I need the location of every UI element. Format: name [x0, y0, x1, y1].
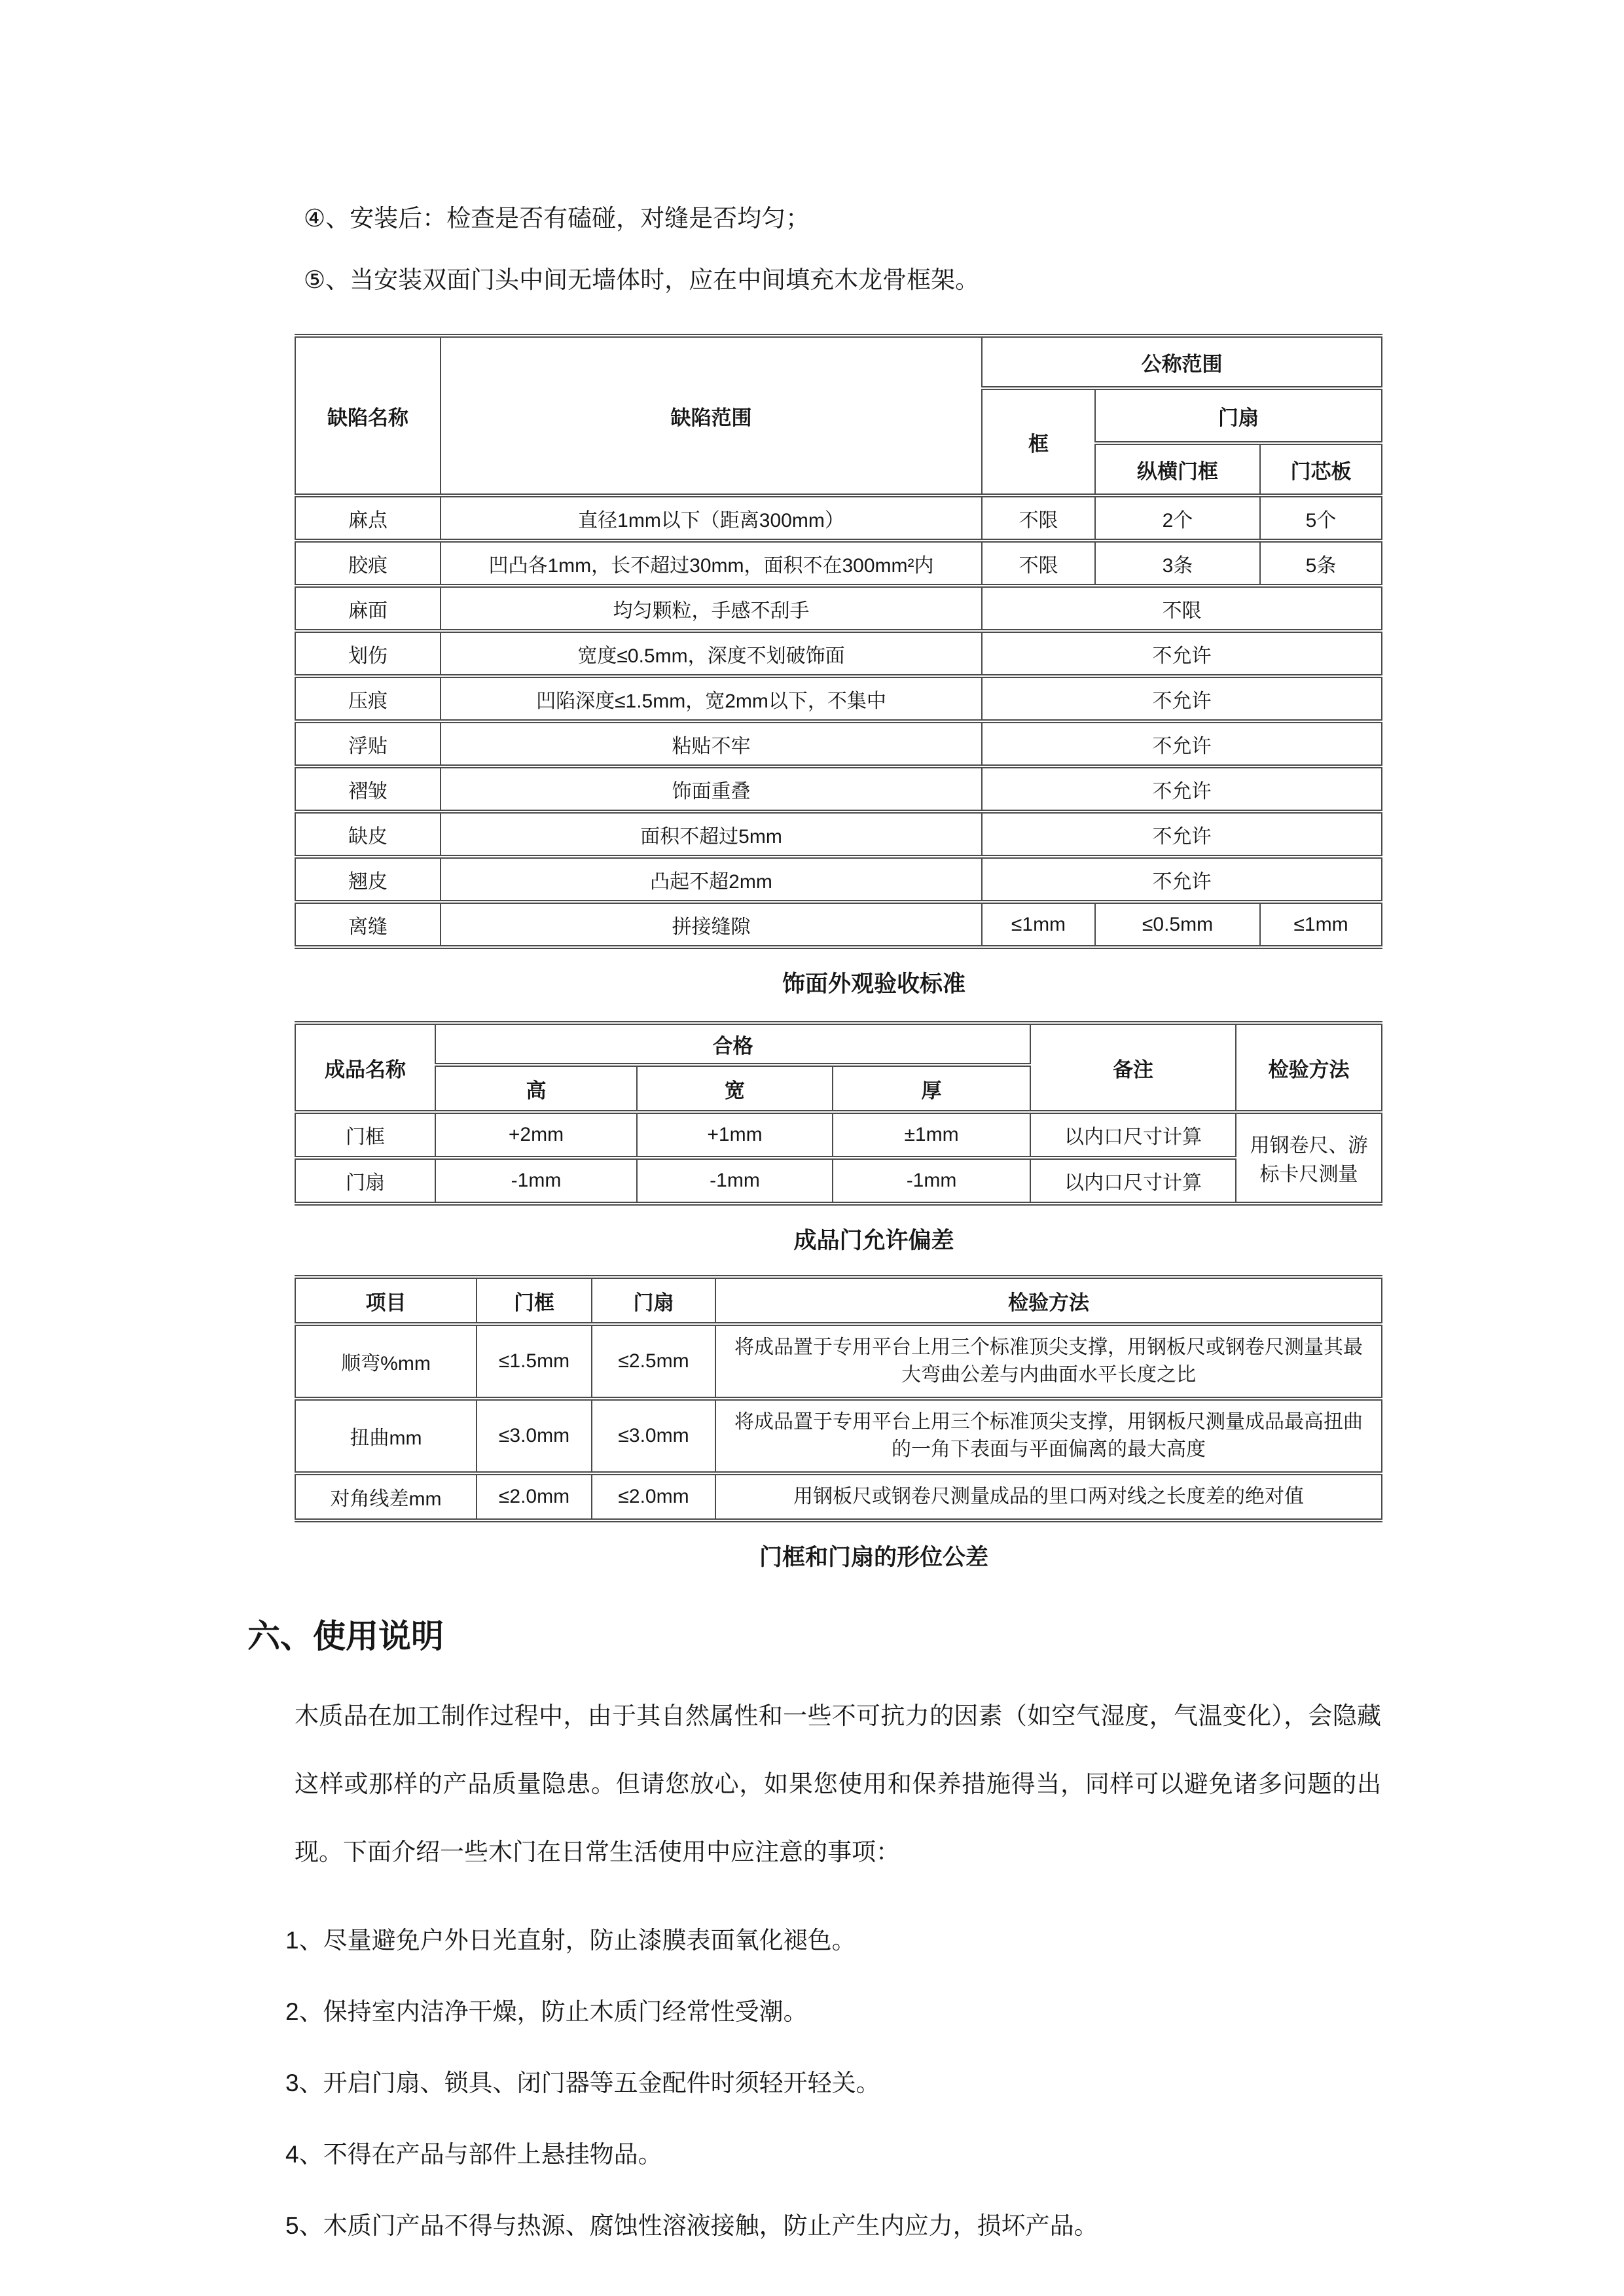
cell-allowance: 不允许	[982, 857, 1382, 902]
col-header-defect-name: 缺陷名称	[295, 336, 441, 495]
cell-leaf: ≤2.5mm	[592, 1324, 715, 1399]
cell-method: 用钢板尺或钢卷尺测量成品的里口两对线之长度差的绝对值	[715, 1473, 1382, 1520]
cell-defect-name: 压痕	[295, 676, 441, 721]
cell-defect-name: 划伤	[295, 631, 441, 676]
cell-defect-name: 麻点	[295, 495, 441, 541]
cell-defect-range: 粘贴不牢	[441, 721, 982, 766]
table-row	[295, 676, 1382, 721]
cell-core: 5个	[1260, 495, 1382, 541]
cell-width: -1mm	[637, 1158, 833, 1204]
cell-leaf: ≤2.0mm	[592, 1473, 715, 1520]
install-note-4: ④、安装后：检查是否有磕碰，对缝是否均匀；	[304, 205, 810, 232]
col-header-method: 检验方法	[1236, 1023, 1382, 1112]
cell-method: 将成品置于专用平台上用三个标准顶尖支撑，用钢板尺测量成品最高扭曲的一角下表面与平面偏离的最大高度	[715, 1399, 1382, 1473]
table-row	[295, 631, 1382, 676]
cell-allowance: 不允许	[982, 631, 1382, 676]
cell-defect-range: 凸起不超2mm	[441, 857, 982, 902]
table-row	[295, 586, 1382, 631]
cell-allowance: 不限	[982, 586, 1382, 631]
table-row	[295, 495, 1382, 541]
dimensions-table	[295, 1021, 1382, 1206]
cell-item: 扭曲mm	[295, 1399, 477, 1473]
cell-allowance: 不允许	[982, 721, 1382, 766]
usage-item-1: 1、尽量避免户外日光直射，防止漆膜表面氧化褪色。	[285, 1927, 856, 1954]
cell-defect-name: 麻面	[295, 586, 441, 631]
col-header-frame: 门框	[477, 1277, 592, 1324]
cell-leaf: ≤3.0mm	[592, 1399, 715, 1473]
usage-item-4: 4、不得在产品与部件上悬挂物品。	[285, 2141, 662, 2168]
cell-remark: 以内口尺寸计算	[1030, 1112, 1236, 1158]
cell-defect-range: 直径1mm以下（距离300mm）	[441, 495, 982, 541]
cell-defect-name: 缺皮	[295, 812, 441, 857]
col-header-item: 项目	[295, 1277, 477, 1324]
cell-product: 门框	[295, 1112, 435, 1158]
cell-product: 门扇	[295, 1158, 435, 1204]
cell-allowance: 不允许	[982, 812, 1382, 857]
col-header-frame: 框	[982, 388, 1095, 495]
col-header-core-panel: 门芯板	[1260, 443, 1382, 495]
cell-stile: ≤0.5mm	[1095, 902, 1260, 947]
cell-thickness: ±1mm	[833, 1112, 1030, 1158]
cell-allowance: 不允许	[982, 766, 1382, 812]
table-row	[295, 541, 1382, 586]
col-header-nominal-range: 公称范围	[982, 336, 1382, 388]
table-row	[295, 1324, 1382, 1399]
table-row	[295, 857, 1382, 902]
cell-defect-range: 饰面重叠	[441, 766, 982, 812]
usage-item-5: 5、木质门产品不得与热源、腐蚀性溶液接触，防止产生内应力，损坏产品。	[285, 2212, 1098, 2239]
table-row	[295, 1112, 1382, 1158]
usage-paragraph: 木质品在加工制作过程中，由于其自然属性和一些不可抗力的因素（如空气湿度，气温变化），会隐藏这样或那样的产品质量隐患。但请您放心，如果您使用和保养措施得当，同样可以避免诸多问题的出现。下面介绍一些木门在日常生活使用中应注意的事项：	[295, 1702, 1381, 1865]
cell-frame: ≤3.0mm	[477, 1399, 592, 1473]
cell-item: 对角线差mm	[295, 1473, 477, 1520]
cell-defect-range: 凹陷深度≤1.5mm，宽2mm以下，不集中	[441, 676, 982, 721]
cell-stile: 2个	[1095, 495, 1260, 541]
cell-item: 顺弯%mm	[295, 1324, 477, 1399]
cell-stile: 3条	[1095, 541, 1260, 586]
cell-defect-name: 离缝	[295, 902, 441, 947]
col-header-pass: 合格	[435, 1023, 1030, 1065]
cell-core: ≤1mm	[1260, 902, 1382, 947]
cell-frame: 不限	[982, 541, 1095, 586]
cell-defect-name: 浮贴	[295, 721, 441, 766]
cell-defect-range: 拼接缝隙	[441, 902, 982, 947]
col-header-door-leaf: 门扇	[1095, 388, 1382, 443]
cell-defect-range: 宽度≤0.5mm，深度不划破饰面	[441, 631, 982, 676]
cell-width: +1mm	[637, 1112, 833, 1158]
dimensions-table-caption: 成品门允许偏差	[793, 1228, 954, 1253]
cell-defect-name: 胶痕	[295, 541, 441, 586]
col-header-method: 检验方法	[715, 1277, 1382, 1324]
col-header-product-name: 成品名称	[295, 1023, 435, 1112]
defects-table	[295, 334, 1382, 949]
table-row	[295, 902, 1382, 947]
cell-frame: ≤1mm	[982, 902, 1095, 947]
cell-defect-range: 均匀颗粒，手感不刮手	[441, 586, 982, 631]
col-header-stile: 纵横门框	[1095, 443, 1260, 495]
table-row	[295, 1473, 1382, 1520]
col-header-width: 宽	[637, 1065, 833, 1112]
tolerance-table	[295, 1275, 1382, 1522]
tolerance-table-caption: 门框和门扇的形位公差	[759, 1545, 988, 1570]
section-heading-usage: 六、使用说明	[247, 1618, 444, 1655]
cell-thickness: -1mm	[833, 1158, 1030, 1204]
cell-core: 5条	[1260, 541, 1382, 586]
table-row	[295, 1158, 1382, 1204]
cell-frame: ≤2.0mm	[477, 1473, 592, 1520]
cell-frame: ≤1.5mm	[477, 1324, 592, 1399]
defects-table-caption: 饰面外观验收标准	[782, 971, 965, 997]
cell-method: 将成品置于专用平台上用三个标准顶尖支撑，用钢板尺或钢卷尺测量其最大弯曲公差与内曲面水平长度之比	[715, 1324, 1382, 1399]
cell-remark: 以内口尺寸计算	[1030, 1158, 1236, 1204]
col-header-leaf: 门扇	[592, 1277, 715, 1324]
cell-method: 用钢卷尺、游标卡尺测量	[1236, 1112, 1382, 1204]
col-header-height: 高	[435, 1065, 637, 1112]
cell-defect-range: 面积不超过5mm	[441, 812, 982, 857]
usage-item-2: 2、保持室内洁净干燥，防止木质门经常性受潮。	[285, 1998, 808, 2025]
install-note-5: ⑤、当安装双面门头中间无墙体时，应在中间填充木龙骨框架。	[304, 266, 980, 293]
col-header-remark: 备注	[1030, 1023, 1236, 1112]
col-header-thickness: 厚	[833, 1065, 1030, 1112]
usage-item-3: 3、开启门扇、锁具、闭门器等五金配件时须轻开轻关。	[285, 2070, 880, 2096]
cell-defect-name: 翘皮	[295, 857, 441, 902]
cell-height: -1mm	[435, 1158, 637, 1204]
cell-allowance: 不允许	[982, 676, 1382, 721]
table-row	[295, 766, 1382, 812]
cell-frame: 不限	[982, 495, 1095, 541]
col-header-defect-range: 缺陷范围	[441, 336, 982, 495]
table-row	[295, 812, 1382, 857]
cell-height: +2mm	[435, 1112, 637, 1158]
cell-defect-name: 褶皱	[295, 766, 441, 812]
cell-defect-range: 凹凸各1mm，长不超过30mm，面积不在300mm²内	[441, 541, 982, 586]
table-row	[295, 721, 1382, 766]
table-row	[295, 1399, 1382, 1473]
